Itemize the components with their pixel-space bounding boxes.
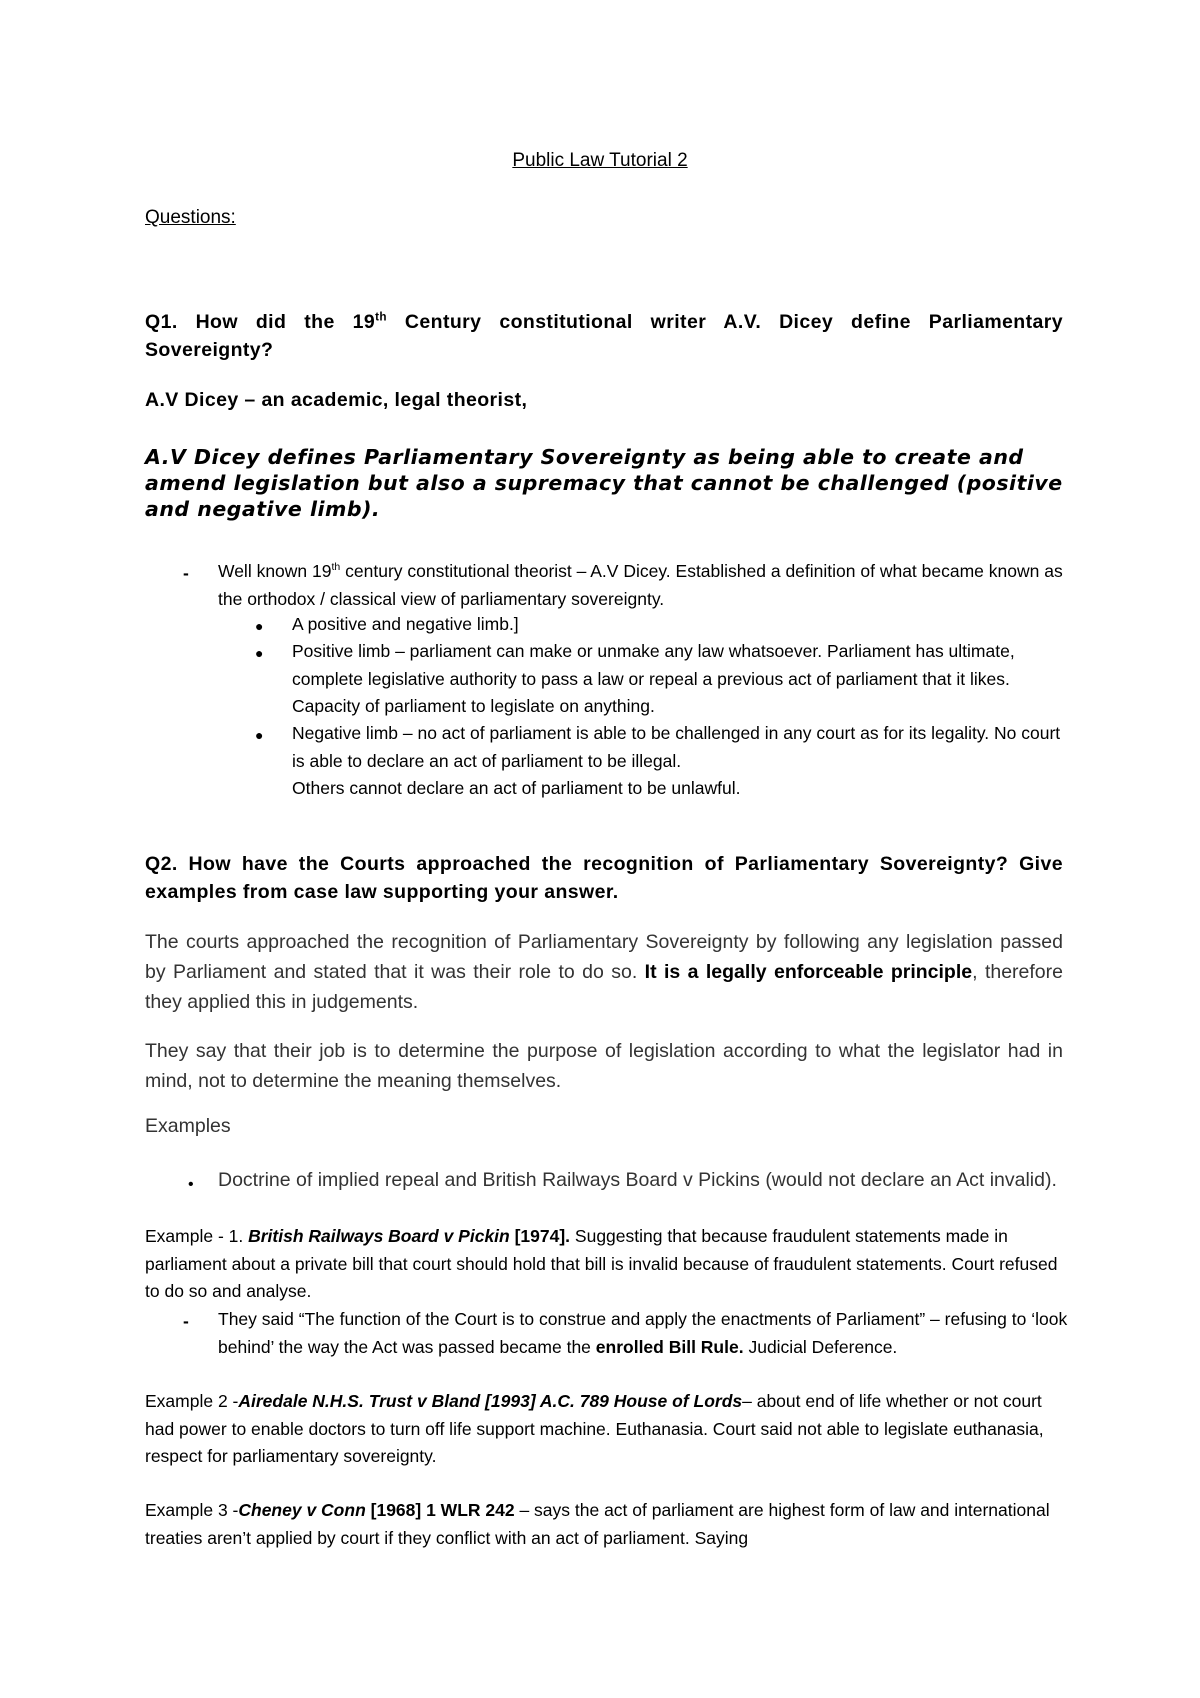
example-1-dash-text-b: Judicial Deference. (743, 1336, 898, 1357)
questions-heading: Questions: (145, 207, 236, 228)
example-3-text: – says the act of parliament are highest form of law and international treaties aren’t applied by court if they conflict with an act of parliament. Saying (145, 1500, 1050, 1548)
dicey-definition: A.V Dicey defines Parliamentary Sovereignty as being able to create and amend legislation but also a supremacy that cannot be challenged (positive and negative limb). (145, 445, 1063, 521)
document-title: Public Law Tutorial 2 (512, 150, 688, 171)
example-3-case: Cheney v Conn (238, 1500, 366, 1520)
question-2: Q2. How have the Courts approached the recognition of Parliamentary Sovereignty? Give examples from case law supporting your answer. (145, 853, 1063, 903)
examples-label: Examples (145, 1115, 231, 1137)
question-1-text-a: Q1. How did the 19 (145, 311, 376, 333)
example-1-dash-text-a: They said “The function of the Court is to construe and apply the enactments of Parliament” – refusing to ‘look behind’ the way the Act was passed became the (218, 1309, 1068, 1357)
example-2-case: Airedale N.H.S. Trust v Bland [1993] A.C. 789 House of Lords (238, 1391, 743, 1411)
answer-paragraph-2: They say that their job is to determine the purpose of legislation according to what the legislator had in mind, not to determine the meaning themselves. (145, 1040, 1063, 1092)
dicey-subheading: A.V Dicey – an academic, legal theorist, (145, 389, 528, 411)
example-1-text: Suggesting that because fraudulent statements made in parliament about a private bill that court should hold that bill is invalid because of fraudulent statements. Court refused to do so and analyse. (145, 1226, 1058, 1301)
answer-paragraph-1 (145, 927, 1063, 1017)
bullet-item: Positive limb – parliament can make or unmake any law whatsoever. Parliament has ultimate, complete legislative authority to pass a law or repeal a previous act of parliament that it likes. Capacity of parliament to legislate on anything. (292, 641, 1015, 716)
example-1-citation: [1974]. (509, 1226, 571, 1246)
answer-paragraph-1-bold: It is a legally enforceable principle (644, 961, 973, 983)
bullet-continuation: Others cannot declare an act of parliament to be unlawful. (292, 778, 741, 798)
example-2-text: – about end of life whether or not court had power to enable doctors to turn off life support machine. Euthanasia. Court said not able to legislate euthanasia, respect for parliamentary sovereignty. (145, 1391, 1044, 1466)
example-3-prefix: Example 3 - (145, 1500, 239, 1520)
dash-marker: - (183, 563, 189, 583)
dash-item (218, 558, 1068, 613)
dash-marker: - (183, 1311, 189, 1331)
example-3 (145, 1497, 1070, 1552)
example-1-prefix: Example - 1. (145, 1226, 249, 1246)
answer-paragraph-1-text-a: The courts approached the recognition of Parliamentary Sovereignty by following any legislation passed by Parliament and stated that it was their role to do so. (145, 931, 1063, 983)
example-1-dash-bold: enrolled Bill Rule. (595, 1336, 744, 1357)
examples-bullet-item: Doctrine of implied repeal and British Railways Board v Pickins (would not declare an Act invalid). (218, 1169, 1057, 1191)
answer-paragraph-1-text-b: , therefore they applied this in judgements. (145, 961, 1063, 1013)
bullet-dot: ● (255, 645, 264, 661)
dash-item-text-b: century constitutional theorist – A.V Dicey. Established a definition of what became known as the orthodox / classical view of parliamentary sovereignty. (218, 561, 1063, 609)
example-3-citation: [1968] 1 WLR 242 (365, 1500, 515, 1520)
example-1-case: British Railways Board v Pickin (248, 1226, 510, 1246)
dash-item-superscript: th (331, 561, 341, 574)
bullet-dot: ● (255, 727, 264, 743)
example-2-prefix: Example 2 - (145, 1391, 239, 1411)
bullet-item: A positive and negative limb.] (292, 614, 519, 634)
bullet-dot: ● (255, 618, 264, 634)
bullet-item: Negative limb – no act of parliament is able to be challenged in any court as for its legality. No court is able to declare an act of parliament to be illegal. (292, 723, 1061, 771)
example-1 (145, 1223, 1070, 1306)
example-2 (145, 1388, 1070, 1471)
question-1-superscript: th (375, 310, 387, 324)
question-1 (145, 309, 1063, 364)
question-1-text-b: Century constitutional writer A.V. Dicey define Parliamentary Sovereignty? (145, 311, 1063, 361)
dash-item-text-a: Well known 19 (218, 561, 332, 581)
small-bullet: • (188, 1176, 194, 1193)
example-1-dash-item (218, 1306, 1070, 1361)
